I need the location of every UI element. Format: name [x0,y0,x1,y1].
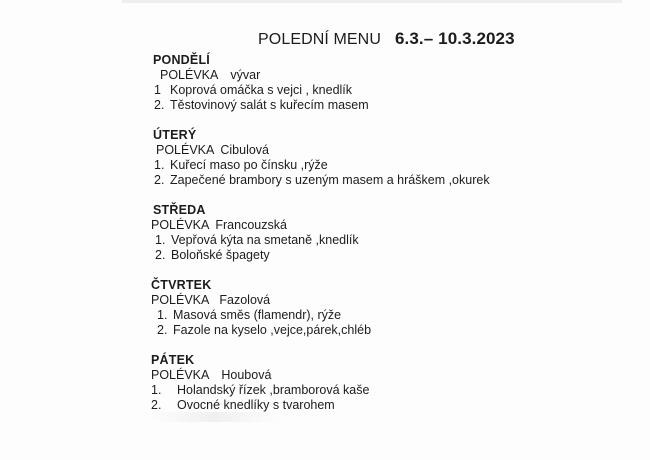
soup-name: Houbová [221,368,272,382]
item-text: Masová směs (flamendr), rýže [173,308,342,322]
item-number: 1. [154,158,165,172]
menu-item [154,83,352,97]
soup-label: POLÉVKA [151,293,210,307]
item-text: Boloňské špagety [171,248,270,262]
soup-label: POLÉVKA [151,368,210,382]
item-text: Kuřecí maso po čínsku ,rýže [170,158,328,172]
soup-name: Francouzská [215,218,287,232]
item-text: Koprová omáčka s vejci , knedlík [170,83,353,97]
menu-item [154,158,328,172]
item-number: 2. [151,398,162,412]
menu-title [258,29,515,49]
soup-line [151,218,287,232]
item-number: 1 [154,83,161,97]
item-text: Fazole na kyselo ,vejce,párek,chléb [173,323,372,337]
soup-line [151,368,271,382]
day-name: PÁTEK [151,353,195,367]
item-number: 2. [154,173,165,187]
item-number: 1. [155,233,166,247]
item-number: 2. [154,98,165,112]
menu-item [155,233,359,247]
item-number: 2. [157,323,168,337]
menu-item [154,173,490,187]
item-text: Holandský řízek ,bramborová kaše [177,383,370,397]
menu-item [157,323,371,337]
soup-line [151,293,270,307]
soup-line [160,68,260,82]
day-name: ČTVRTEK [151,278,212,292]
menu-title-text: POLEDNÍ MENU [258,31,381,48]
day-name: ÚTERÝ [153,128,197,142]
soup-line [156,143,269,157]
soup-name: vývar [230,68,261,82]
item-number: 1. [151,383,162,397]
menu-item [155,248,270,262]
item-number: 2. [155,248,166,262]
menu-item [154,98,369,112]
soup-name: Fazolová [219,293,271,307]
menu-item [151,398,335,412]
item-text: Vepřová kýta na smetaně ,knedlík [171,233,359,247]
soup-label: POLÉVKA [160,68,219,82]
menu-item [157,308,341,322]
cut-off-text-fragment [150,412,280,422]
soup-name: Cibulová [220,143,270,157]
menu-dates: 6.3.– 10.3.2023 [395,29,515,48]
menu-item [151,383,369,397]
day-name: PONDĚLÍ [153,53,210,67]
item-text: Zapečené brambory s uzeným masem a hráškem ,okurek [170,173,490,187]
soup-label: POLÉVKA [156,143,215,157]
item-text: Ovocné knedlíky s tvarohem [177,398,335,412]
soup-label: POLÉVKA [151,218,210,232]
scan-top-edge [122,0,622,3]
item-text: Těstovinový salát s kuřecím masem [170,98,369,112]
item-number: 1. [157,308,168,322]
day-name: STŘEDA [153,203,206,217]
